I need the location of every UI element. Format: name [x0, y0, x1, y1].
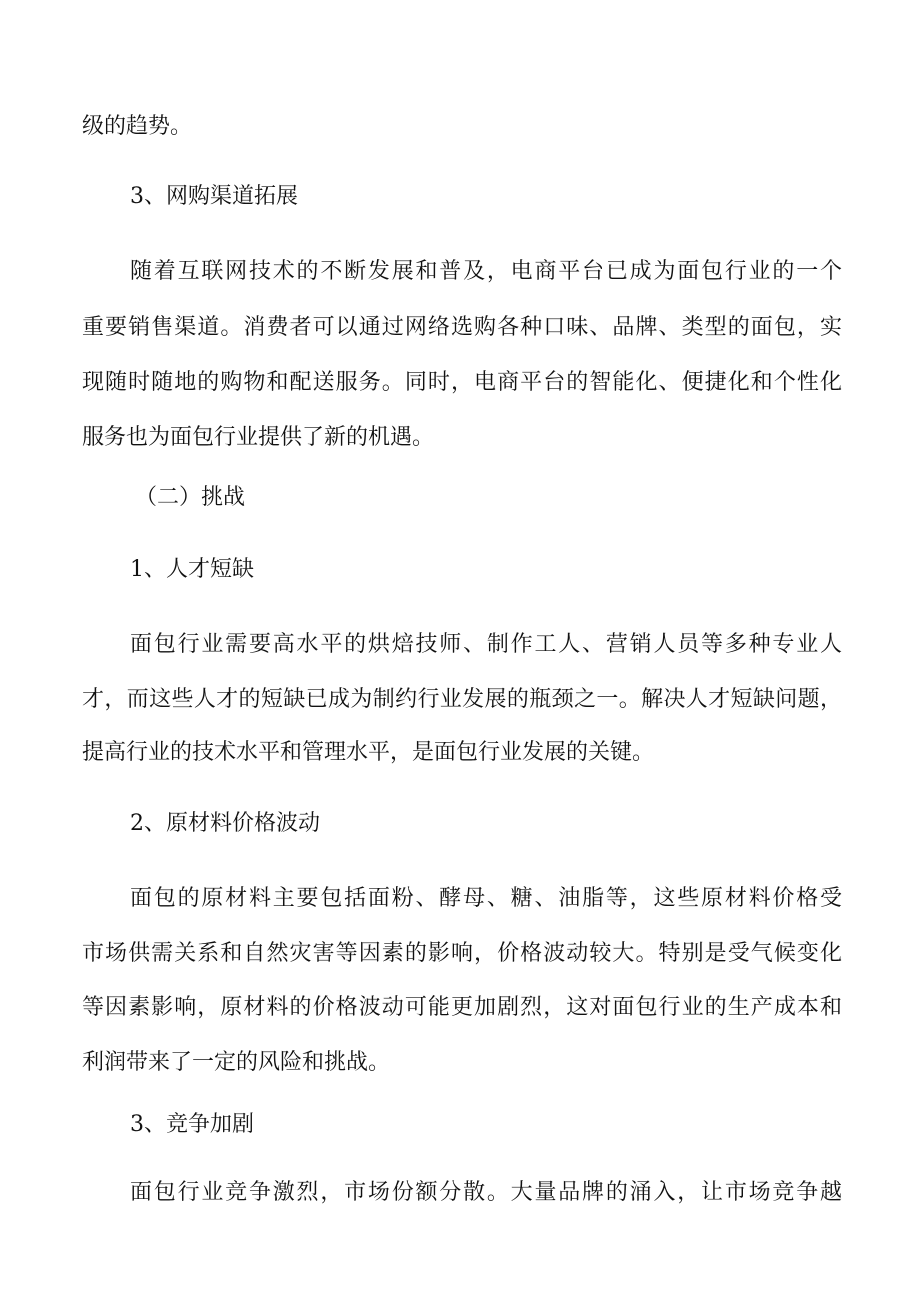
paragraph-line: 利润带来了一定的风险和挑战。 — [82, 1050, 391, 1075]
paragraph-line: 随着互联网技术的不断发展和普及，电商平台已成为面包行业的一个 — [130, 259, 842, 284]
paragraph-line: 面包行业需要高水平的烘焙技师、制作工人、营销人员等多种专业人 — [130, 632, 842, 657]
heading-raw-material-price: 2、原材料价格波动 — [130, 811, 320, 836]
paragraph-line: 面包行业竞争激烈，市场份额分散。大量品牌的涌入，让市场竞争越 — [130, 1180, 842, 1205]
paragraph-line: 面包的原材料主要包括面粉、酵母、糖、油脂等，这些原材料价格受 — [130, 886, 842, 911]
paragraph-line: 重要销售渠道。消费者可以通过网络选购各种口味、品牌、类型的面包，实 — [82, 315, 842, 340]
heading-competition: 3、竞争加剧 — [130, 1112, 254, 1137]
paragraph-tail-line: 级的趋势。 — [82, 114, 193, 139]
heading-talent-shortage: 1、人才短缺 — [130, 557, 254, 582]
heading-online-channel: 3、网购渠道拓展 — [130, 184, 298, 209]
paragraph-line: 才，而这些人才的短缺已成为制约行业发展的瓶颈之一。解决人才短缺问题， — [82, 687, 842, 712]
paragraph-line: 现随时随地的购物和配送服务。同时，电商平台的智能化、便捷化和个性化 — [82, 370, 842, 395]
paragraph-line: 提高行业的技术水平和管理水平，是面包行业发展的关键。 — [82, 740, 655, 765]
paragraph-line: 服务也为面包行业提供了新的机遇。 — [82, 425, 435, 450]
paragraph-line: 市场供需关系和自然灾害等因素的影响，价格波动较大。特别是受气候变化 — [82, 941, 842, 966]
paragraph-line: 等因素影响，原材料的价格波动可能更加剧烈，这对面包行业的生产成本和 — [82, 995, 842, 1020]
section-heading-challenges: （二）挑战 — [135, 485, 246, 510]
